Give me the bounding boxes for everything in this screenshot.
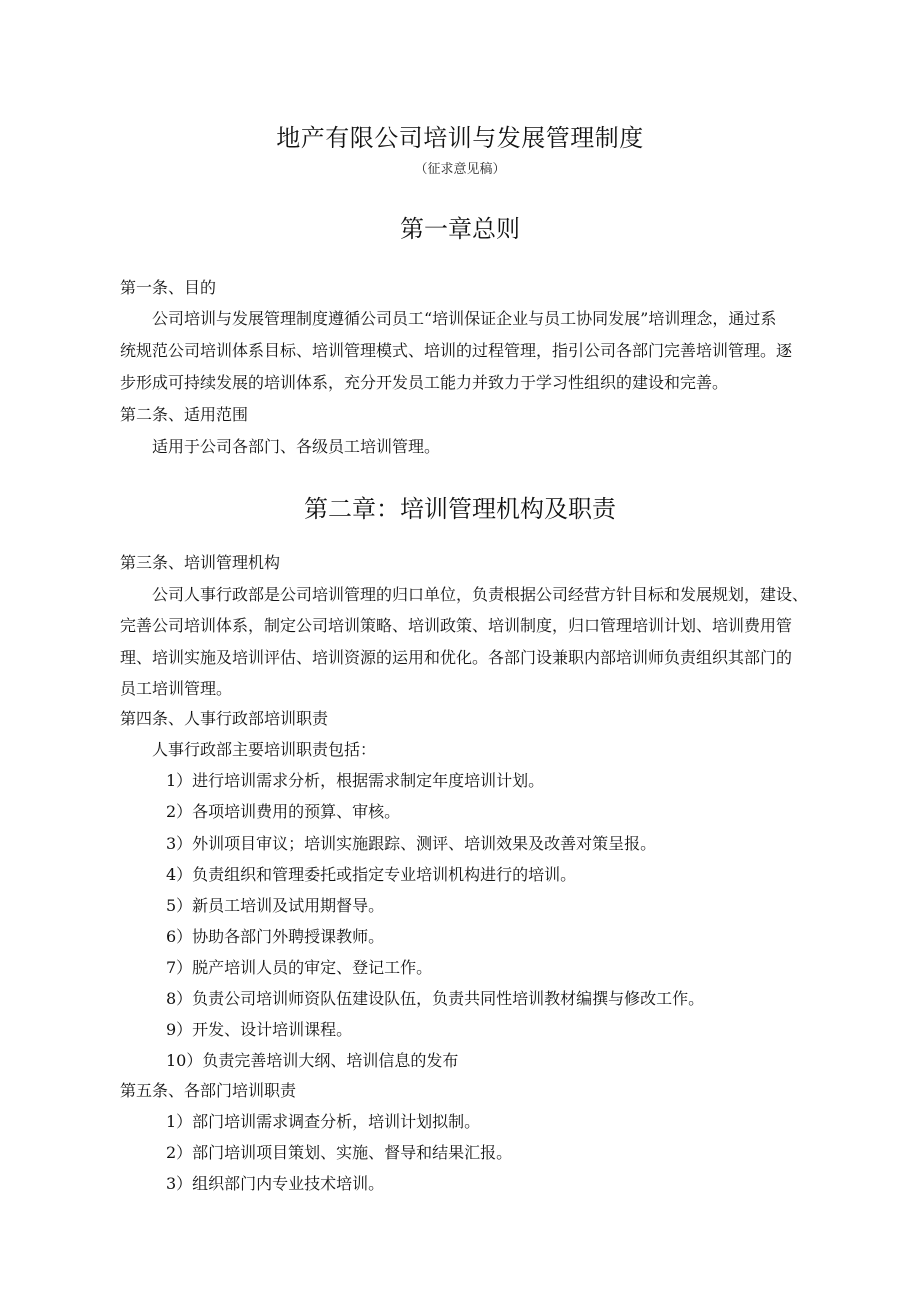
list-item: 4）负责组织和管理委托或指定专业培训机构进行的培训。 [166,865,577,884]
article-4-heading: 第四条、人事行政部培训职责 [120,709,329,728]
list-item: 1）进行培训需求分析，根据需求制定年度培训计划。 [166,771,545,790]
article-1-line-1: 公司培训与发展管理制度遵循公司员工“培训保证企业与员工协同发展”培训理念，通过系 [152,309,777,328]
article-5-heading: 第五条、各部门培训职责 [120,1081,297,1100]
list-item: 3）外训项目审议；培训实施跟踪、测评、培训效果及改善对策呈报。 [166,834,657,853]
article-3-line-2: 完善公司培训体系，制定公司培训策略、培训政策、培训制度，归口管理培训计划、培训费用管 [120,616,793,635]
list-item: 1）部门培训需求调查分析，培训计划拟制。 [166,1112,481,1131]
article-1-heading: 第一条、目的 [120,278,217,297]
article-4-intro: 人事行政部主要培训职责包括： [152,740,377,759]
list-item: 10）负责完善培训大纲、培训信息的发布 [166,1051,459,1070]
article-3-heading: 第三条、培训管理机构 [120,553,281,572]
list-item: 7）脱产培训人员的审定、登记工作。 [166,958,433,977]
chapter-2-heading: 第二章：培训管理机构及职责 [304,495,616,523]
article-1-line-2: 统规范公司培训体系目标、培训管理模式、培训的过程管理，指引公司各部门完善培训管理。逐 [120,341,793,360]
list-item: 6）协助各部门外聘授课教师。 [166,927,385,946]
article-1-line-3: 步形成可持续发展的培训体系，充分开发员工能力并致力于学习性组织的建设和完善。 [120,373,729,392]
list-item: 2）各项培训费用的预算、审核。 [166,802,401,821]
list-item: 9）开发、设计培训课程。 [166,1020,353,1039]
article-3-line-4: 员工培训管理。 [120,679,233,698]
article-3-line-3: 理、培训实施及培训评估、培训资源的运用和优化。各部门设兼职内部培训师负责组织其部门的 [120,648,793,667]
list-item: 2）部门培训项目策划、实施、督导和结果汇报。 [166,1143,513,1162]
document-subtitle: （征求意见稿） [414,162,506,177]
article-2-text: 适用于公司各部门、各级员工培训管理。 [152,437,441,456]
article-3-line-1: 公司人事行政部是公司培训管理的归口单位，负责根据公司经营方针目标和发展规划，建设、 [152,585,809,604]
list-item: 5）新员工培训及试用期督导。 [166,896,385,915]
list-item: 3）组织部门内专业技术培训。 [166,1174,385,1193]
chapter-1-heading: 第一章总则 [400,215,520,243]
article-2-heading: 第二条、适用范围 [120,405,249,424]
list-item: 8）负责公司培训师资队伍建设队伍，负责共同性培训教材编撰与修改工作。 [166,989,705,1008]
document-title: 地产有限公司培训与发展管理制度 [276,124,644,152]
